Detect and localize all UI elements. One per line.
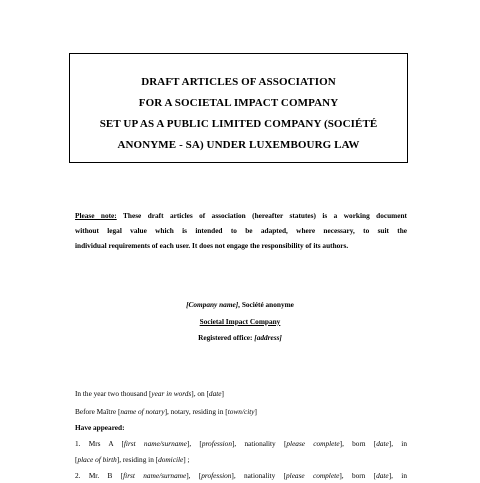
disclaimer-line-2: without legal value which is intended to be adapted, where necessary, to suit the: [75, 226, 407, 235]
registered-office-label: Registered office:: [198, 333, 255, 342]
text-segment: ], born [: [339, 471, 377, 480]
disclaimer-note: [75, 208, 407, 253]
text-segment: ], residing in [: [116, 455, 159, 464]
disclaimer-text-1: These draft articles of association (hereafter statutes) is a working document: [116, 211, 407, 220]
disclaimer-line-1: [75, 208, 407, 223]
text-segment: In the year two thousand [: [75, 389, 152, 398]
text-segment: ], [: [186, 471, 202, 480]
company-name-suffix: , Société anonyme: [238, 300, 294, 309]
company-type-text: Societal Impact Company: [199, 317, 281, 326]
placeholder-nationality: please complete: [286, 471, 340, 480]
title-line-4: ANONYME - SA) UNDER LUXEMBOURG LAW: [117, 139, 360, 151]
text-segment: ], nationality [: [231, 439, 287, 448]
text-segment: ], on [: [191, 389, 209, 398]
party-2-line-1: [75, 468, 407, 483]
deed-notary-line: [75, 404, 407, 419]
placeholder-nationality: please complete: [286, 439, 340, 448]
title-line-1: DRAFT ARTICLES OF ASSOCIATION: [141, 76, 336, 88]
have-appeared-heading: Have appeared:: [75, 423, 125, 432]
registered-office-placeholder: [address]: [254, 333, 282, 342]
text-segment: ], born [: [339, 439, 377, 448]
placeholder-name: first name/surname: [123, 471, 187, 480]
placeholder-domicile: domicile: [158, 455, 184, 464]
text-segment: ]: [254, 407, 257, 416]
placeholder-date: date: [376, 471, 389, 480]
party-1-line-2: [75, 452, 407, 467]
placeholder-birthplace: place of birth: [77, 455, 117, 464]
placeholder-profession: profession: [201, 471, 232, 480]
text-segment: ], [: [186, 439, 202, 448]
placeholder-name: first name/surname: [123, 439, 187, 448]
text-segment: ]: [221, 389, 224, 398]
company-name-placeholder: [Company name]: [186, 300, 239, 309]
disclaimer-line-3: individual requirements of each user. It does not engage the responsibility of its authors.: [75, 241, 349, 250]
placeholder-profession: profession: [201, 439, 232, 448]
company-type: [0, 314, 480, 329]
text-segment: [: [75, 455, 78, 464]
placeholder-date: date: [376, 439, 389, 448]
placeholder-town: town/city: [227, 407, 255, 416]
text-segment: ], nationality [: [231, 471, 287, 480]
text-segment: 2. Mr. B [: [75, 471, 124, 480]
disclaimer-label: Please note:: [75, 211, 117, 220]
placeholder-date: date: [208, 389, 222, 398]
text-segment: ], notary, residing in [: [164, 407, 228, 416]
deed-date-line: [75, 386, 407, 401]
placeholder-notary: name of notary: [120, 407, 165, 416]
title-line-3: SET UP AS A PUBLIC LIMITED COMPANY (SOCIÉTÉ: [99, 118, 378, 130]
registered-office: [0, 330, 480, 345]
company-name-line: [0, 297, 480, 312]
text-segment: 1. Mrs A [: [75, 439, 124, 448]
text-segment: ], in: [388, 439, 407, 448]
placeholder-year: year in words: [151, 389, 192, 398]
title-line-2: FOR A SOCIETAL IMPACT COMPANY: [138, 97, 339, 109]
text-segment: ], in: [388, 471, 407, 480]
text-segment: ] ;: [183, 455, 190, 464]
text-segment: Before Maître [: [75, 407, 121, 416]
party-1-line-1: [75, 436, 407, 451]
title-box: [69, 53, 408, 163]
